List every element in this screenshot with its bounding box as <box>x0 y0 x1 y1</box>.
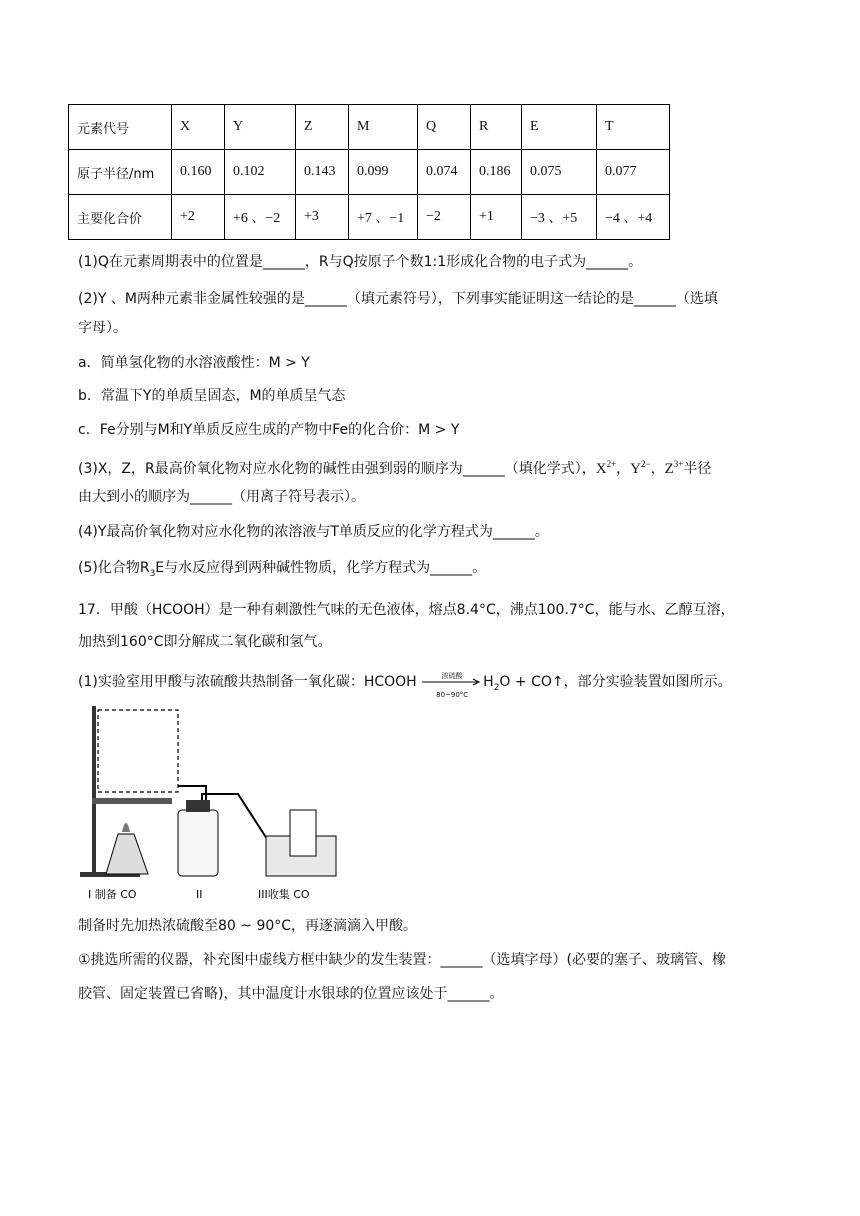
collection-bottle <box>290 810 316 856</box>
question-3-line-1: (3)X，Z，R最高价氧化物对应水化物的碱性由强到弱的顺序为______（填化学式），$X^{2+}$，$Y^{2-}$，$Z^{3+}$半径 <box>78 459 712 477</box>
table-cell: 0.160 <box>172 150 225 195</box>
table-cell: 0.143 <box>296 150 349 195</box>
subquestion-1-line-2: 胶管、固定装置已省略)，其中温度计水银球的位置应该处于______。 <box>78 986 504 1002</box>
table-cell: M <box>349 105 418 150</box>
question-3-line-2: 由大到小的顺序为______（用离子符号表示）。 <box>78 489 365 505</box>
figure-label-1: I 制备 CO <box>88 888 137 901</box>
table-cell: 0.099 <box>349 150 418 195</box>
stand-rod <box>92 706 96 876</box>
table-cell: Y <box>225 105 296 150</box>
table-cell: 主要化合价 <box>69 195 172 240</box>
table-cell: Q <box>418 105 471 150</box>
question-3-text: (3)X，Z，R最高价氧化物对应水化物的碱性由强到弱的顺序为______（填化学式）， <box>78 461 596 477</box>
table-cell: 0.186 <box>471 150 522 195</box>
question-3-suffix: 半径 <box>683 461 712 477</box>
table-cell: +3 <box>296 195 349 240</box>
ion-x: $X^{2+}$ <box>595 459 617 477</box>
table-cell: −2 <box>418 195 471 240</box>
missing-apparatus-box <box>98 710 178 792</box>
table-row-header <box>69 105 670 150</box>
wash-bottle <box>178 810 218 876</box>
bottle-stopper <box>186 800 210 812</box>
table-cell: 0.075 <box>522 150 597 195</box>
question-17-1-equation: (1)实验室用甲酸与浓硫酸共热制备一氧化碳：HCOOH 浓硫酸 80~90°C $H_2O$ + CO↑，部分实验装置如图所示。 <box>78 672 732 699</box>
table-cell: 元素代号 <box>69 105 172 150</box>
figure-label-2: II <box>196 888 203 901</box>
table-cell: +7 、−1 <box>349 195 418 240</box>
apparatus-figure <box>78 706 338 906</box>
ion-y: $Y^{2-}$ <box>630 459 651 477</box>
subquestion-1-line-1: ①挑选所需的仪器，补充图中虚线方框中缺少的发生装置：______（选填字母）(必要的塞子、玻璃管、橡 <box>78 952 727 968</box>
table-cell: Z <box>296 105 349 150</box>
table-cell: +6 、−2 <box>225 195 296 240</box>
table-cell: 0.077 <box>597 150 670 195</box>
table-cell: 原子半径/nm <box>69 150 172 195</box>
option-b: b．常温下Y的单质呈固态，M的单质呈气态 <box>78 388 346 404</box>
table-cell: −3 、+5 <box>522 195 597 240</box>
question-2-line-2: 字母）。 <box>78 320 127 336</box>
question-4: (4)Y最高价氧化物对应水化物的浓溶液与T单质反应的化学方程式为______。 <box>78 524 549 540</box>
table-cell: T <box>597 105 670 150</box>
question-2-line-1: (2)Y 、M两种元素非金属性较强的是______（填元素符号），下列事实能证明这一结论的是______（选填 <box>78 291 718 307</box>
alcohol-lamp <box>106 834 148 874</box>
table-cell: R <box>471 105 522 150</box>
question-17-line-2: 加热到160°C即分解成二氧化碳和氢气。 <box>78 634 332 650</box>
table-cell: E <box>522 105 597 150</box>
question-5: (5)化合物$R_3E$与水反应得到两种碱性物质，化学方程式为______。 <box>78 560 487 579</box>
ring-clamp <box>92 798 172 804</box>
flame <box>122 823 130 832</box>
table-cell: 0.074 <box>418 150 471 195</box>
table-cell: 0.102 <box>225 150 296 195</box>
table-cell: +2 <box>172 195 225 240</box>
element-data-table <box>68 104 670 240</box>
reaction-arrow: 浓硫酸 80~90°C <box>421 672 483 692</box>
ion-z: $Z^{3+}$ <box>664 459 684 477</box>
preparation-note: 制备时先加热浓硫酸至80 ~ 90°C，再逐滴滴入甲酸。 <box>78 918 418 934</box>
table-row-valence <box>69 195 670 240</box>
table-row-radius <box>69 150 670 195</box>
option-c: c．Fe分别与M和Y单质反应生成的产物中Fe的化合价：M > Y <box>78 422 460 438</box>
question-17-line-1: 17．甲酸（HCOOH）是一种有刺激性气味的无色液体，熔点8.4°C，沸点100.7°C，能与水、乙醇互溶， <box>78 602 735 618</box>
table-cell: X <box>172 105 225 150</box>
table-cell: −4 、+4 <box>597 195 670 240</box>
table-cell: +1 <box>471 195 522 240</box>
figure-label-3: III收集 CO <box>258 888 310 901</box>
option-a: a．简单氢化物的水溶液酸性：M > Y <box>78 355 310 371</box>
question-1: (1)Q在元素周期表中的位置是______，R与Q按原子个数1:1形成化合物的电子式为______。 <box>78 254 643 270</box>
